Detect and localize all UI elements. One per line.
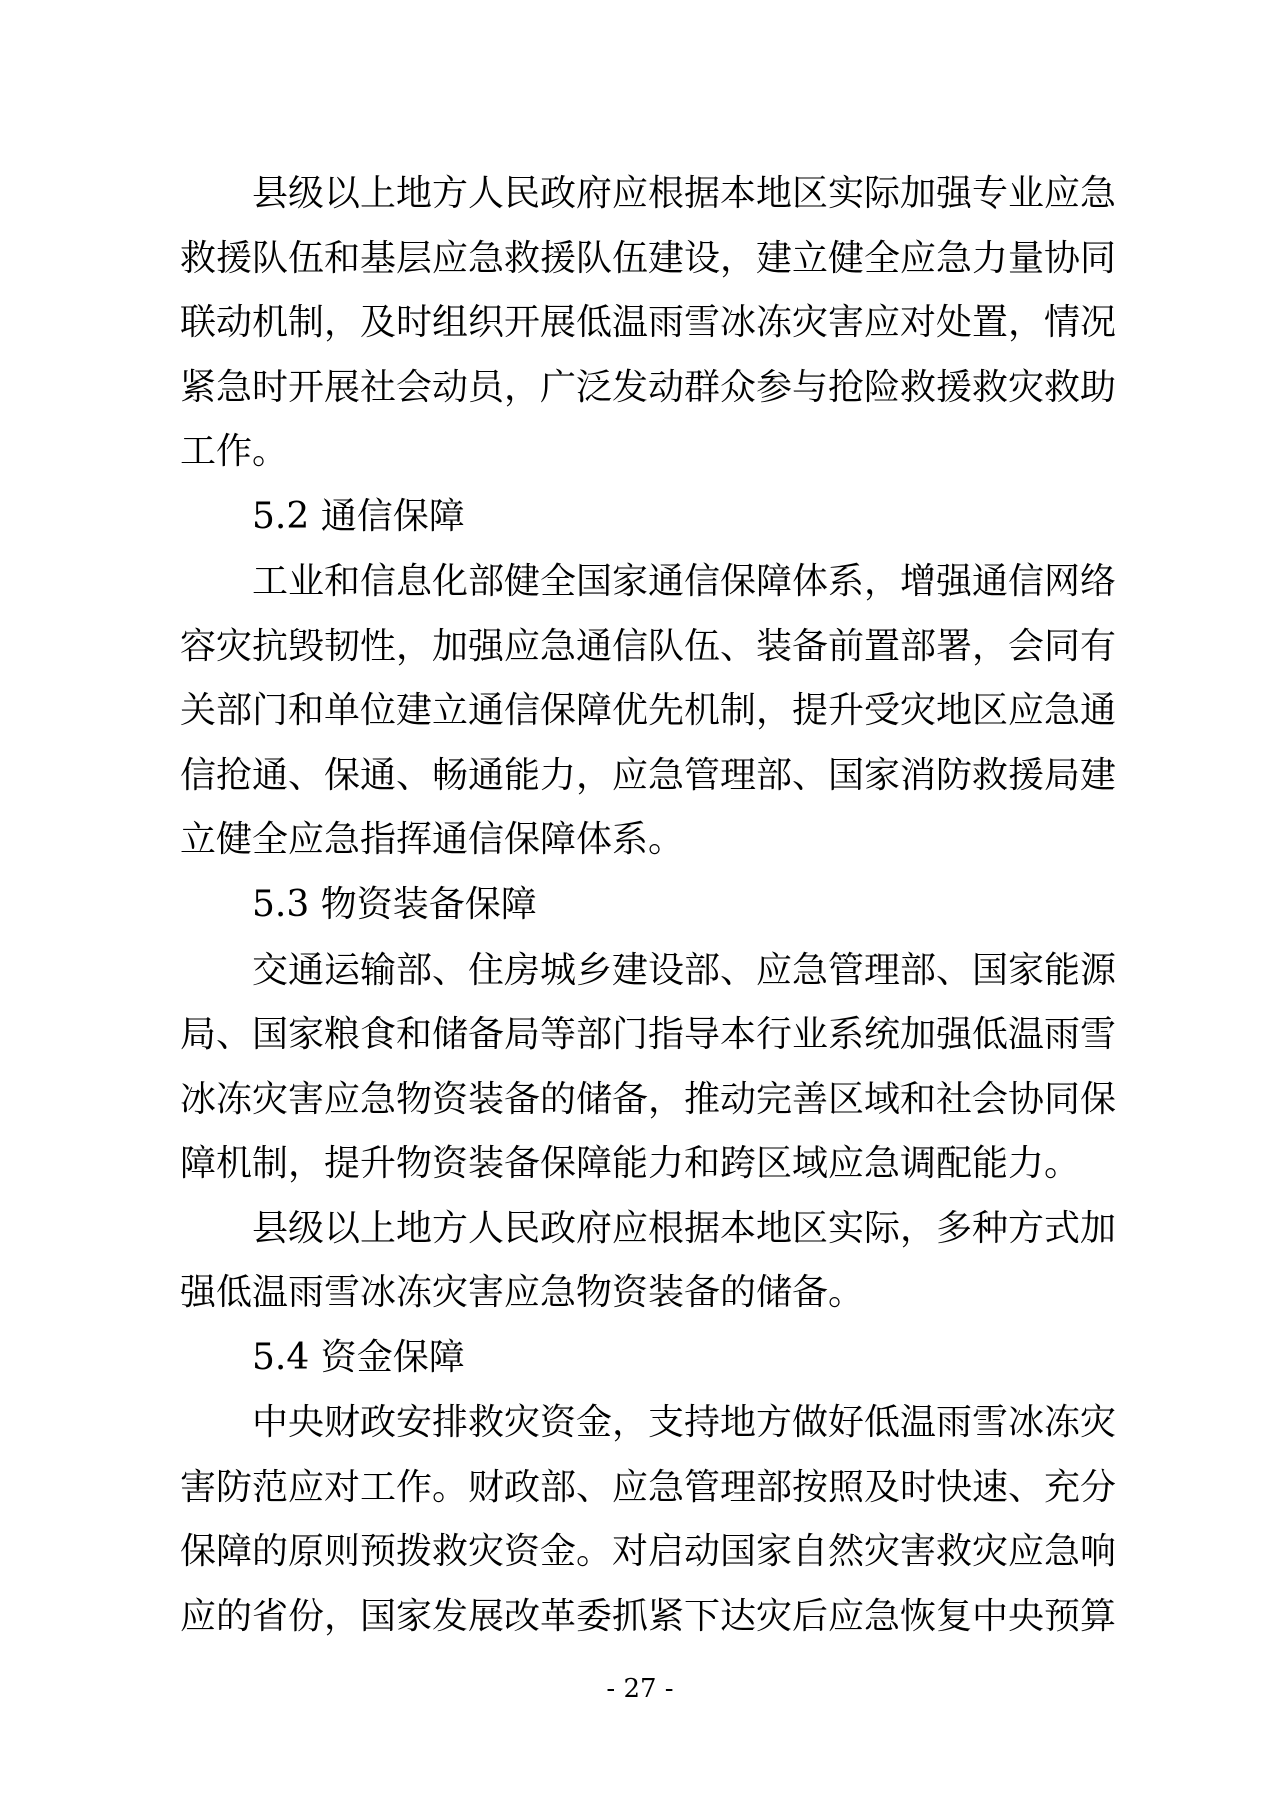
section-number: 5.3 <box>252 884 310 926</box>
paragraph: 县级以上地方人民政府应根据本地区实际加强专业应急救援队伍和基层应急救援队伍建设，建立健全应急力量协同联动机制，及时组织开展低温雨雪冰冻灾害应对处置，情况紧急时开展社会动员，广泛发动群众参与抢险救援救灾救助工作。 <box>180 172 1117 472</box>
paragraph: 交通运输部、住房城乡建设部、应急管理部、国家能源局、国家粮食和储备局等部门指导本行业系统加强低温雨雪冰冻灾害应急物资装备的储备，推动完善区域和社会协同保障机制，提升物资装备保障能力和跨区域应急调配能力。 <box>180 948 1117 1184</box>
section-number: 5.4 <box>252 1336 310 1378</box>
paragraph: 中央财政安排救灾资金，支持地方做好低温雨雪冰冻灾害防范应对工作。财政部、应急管理部按照及时快速、充分保障的原则预拨救灾资金。对启动国家自然灾害救灾应急响应的省份，国家发展改革委抓紧下达灾后应急恢复中央预算 <box>180 1401 1117 1637</box>
section-number: 5.2 <box>252 495 310 537</box>
page-number: - 27 - <box>606 1674 674 1704</box>
section-heading <box>180 484 1116 550</box>
section-heading <box>180 1325 1116 1391</box>
section-title: 物资装备保障 <box>320 883 537 925</box>
section-heading <box>180 872 1116 938</box>
section-title: 通信保障 <box>320 494 465 536</box>
paragraph: 县级以上地方人民政府应根据本地区实际，多种方式加强低温雨雪冰冻灾害应急物资装备的储备。 <box>180 1206 1117 1313</box>
document-body <box>180 161 1116 1649</box>
section-title: 资金保障 <box>320 1335 465 1377</box>
paragraph: 工业和信息化部健全国家通信保障体系，增强通信网络容灾抗毁韧性，加强应急通信队伍、装备前置部署，会同有关部门和单位建立通信保障优先机制，提升受灾地区应急通信抢通、保通、畅通能力，应急管理部、国家消防救援局建立健全应急指挥通信保障体系。 <box>180 560 1117 860</box>
